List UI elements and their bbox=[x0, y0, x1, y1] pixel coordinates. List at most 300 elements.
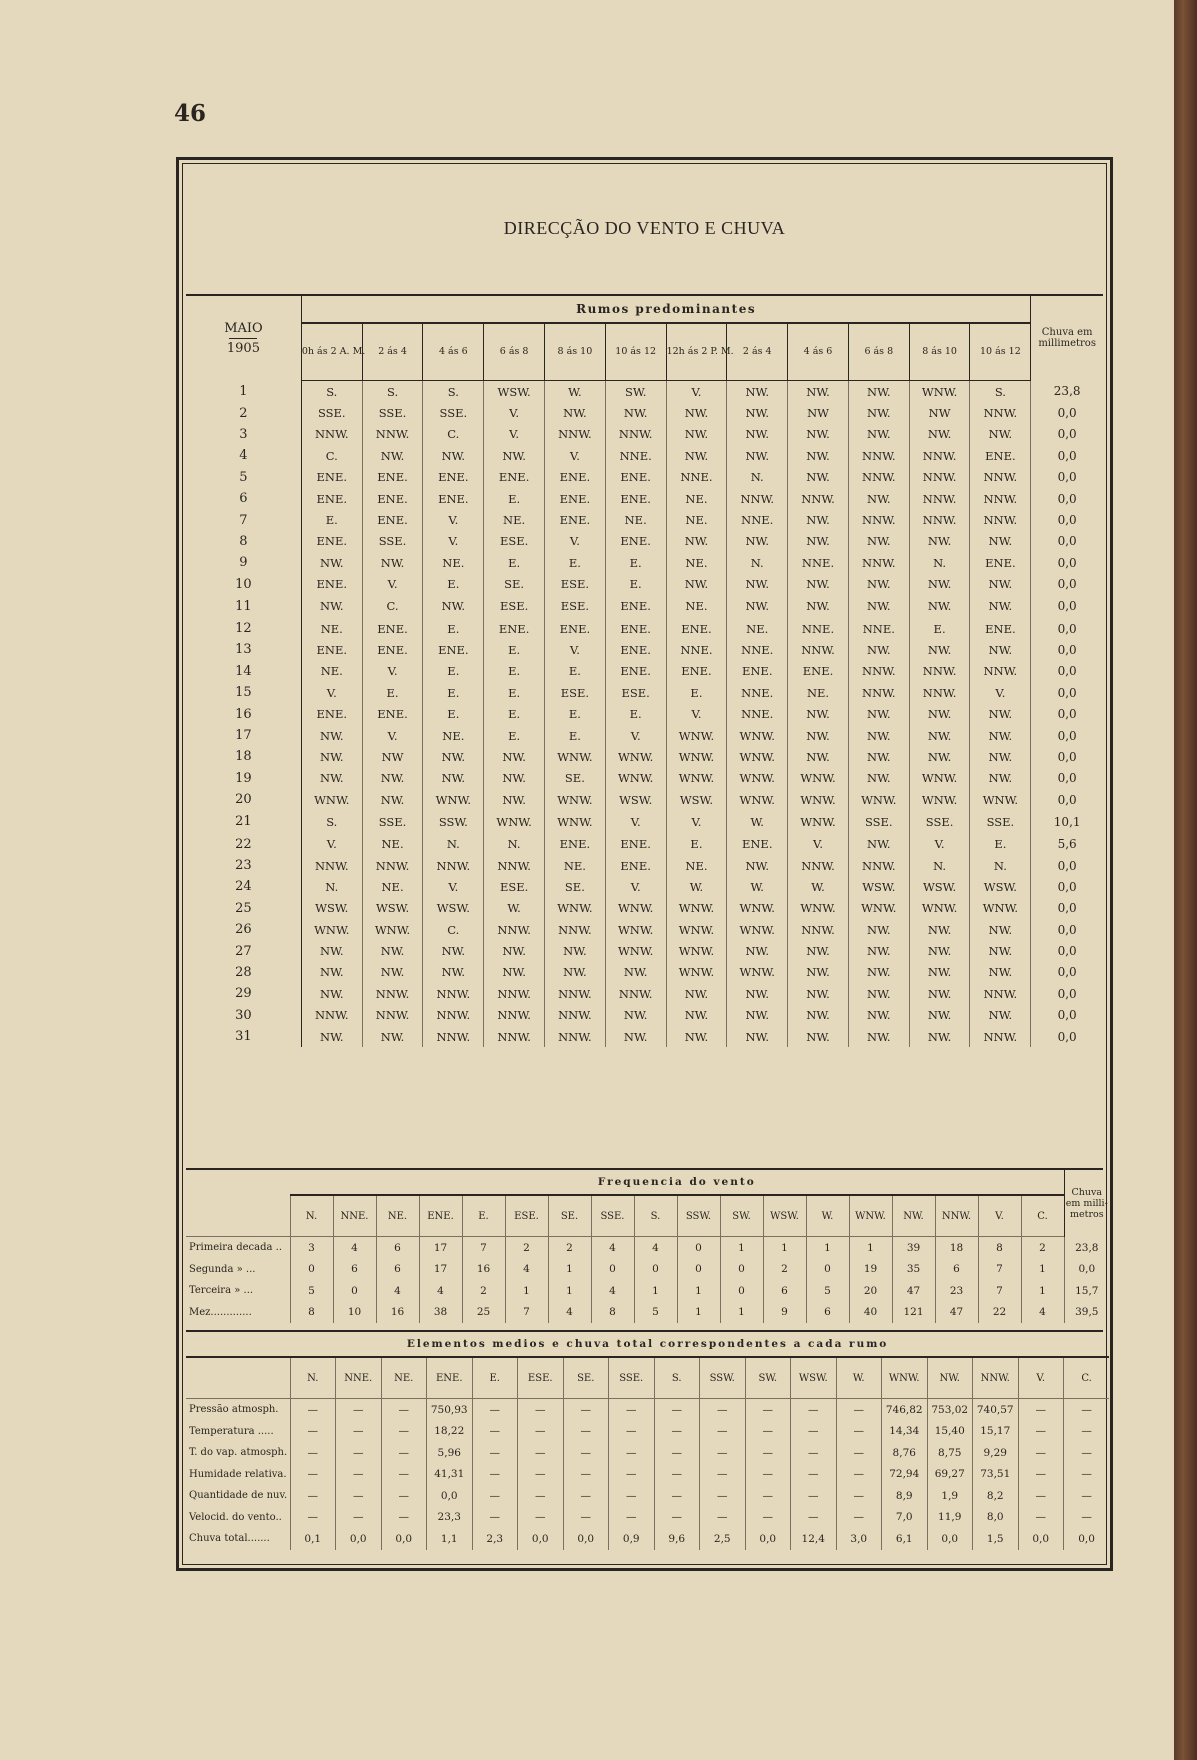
element-cell: — bbox=[1018, 1507, 1064, 1529]
freq-cell: 6 bbox=[376, 1237, 419, 1259]
elements-column-header: ESE. bbox=[518, 1357, 564, 1399]
direction-cell: NNW. bbox=[970, 488, 1031, 509]
direction-cell: NW. bbox=[727, 595, 788, 618]
direction-cell: ENE. bbox=[362, 703, 423, 724]
direction-cell: NW. bbox=[727, 1005, 788, 1026]
direction-cell: NW. bbox=[909, 940, 970, 961]
element-cell: — bbox=[1081, 1425, 1092, 1438]
direction-cell: E. bbox=[484, 552, 545, 573]
direction-cell: NE. bbox=[423, 552, 484, 573]
direction-cell: NW. bbox=[727, 424, 788, 445]
direction-cell: WNW. bbox=[909, 768, 970, 789]
element-cell: — bbox=[472, 1507, 518, 1529]
rain-cell: 0,0 bbox=[1057, 944, 1077, 959]
direction-cell: ENE. bbox=[301, 488, 362, 509]
day-cell: 10 bbox=[186, 574, 301, 595]
direction-cell: NW. bbox=[848, 381, 909, 403]
direction-cell: NNW. bbox=[484, 1026, 545, 1047]
direction-cell: ENE. bbox=[970, 618, 1031, 639]
direction-cell: WNW. bbox=[605, 768, 666, 789]
freq-cell: 7 bbox=[978, 1259, 1021, 1281]
direction-cell: NNW. bbox=[545, 919, 606, 940]
direction-cell: NNW. bbox=[362, 424, 423, 445]
day-cell: 20 bbox=[186, 789, 301, 810]
element-cell: 0,0 bbox=[1078, 1532, 1095, 1545]
freq-cell: 6 bbox=[333, 1259, 376, 1281]
month-label: MAIO bbox=[224, 320, 263, 336]
elements-column-header: W. bbox=[836, 1357, 882, 1399]
direction-cell: NW. bbox=[788, 703, 849, 724]
direction-cell: ENE. bbox=[605, 618, 666, 639]
direction-cell: NW. bbox=[666, 574, 727, 595]
period-header: 0h ás 2 A. M. bbox=[301, 323, 362, 381]
direction-cell: NW. bbox=[605, 402, 666, 423]
element-cell: 746,82 bbox=[882, 1399, 928, 1421]
table-row bbox=[186, 509, 1103, 530]
direction-cell: NW. bbox=[848, 639, 909, 660]
freq-cell: 4 bbox=[1021, 1302, 1064, 1324]
element-cell: — bbox=[609, 1485, 655, 1507]
freq-cell: 6 bbox=[806, 1302, 849, 1324]
direction-cell: NE. bbox=[362, 833, 423, 854]
direction-cell: NNE. bbox=[727, 639, 788, 660]
direction-cell: SE. bbox=[484, 574, 545, 595]
day-cell: 7 bbox=[186, 509, 301, 530]
direction-cell: E. bbox=[301, 509, 362, 530]
element-cell: — bbox=[336, 1507, 382, 1529]
direction-cell: NNW. bbox=[848, 682, 909, 703]
direction-cell: NW. bbox=[970, 768, 1031, 789]
direction-cell: NNW. bbox=[545, 983, 606, 1004]
direction-cell: SE. bbox=[545, 768, 606, 789]
direction-cell: NW. bbox=[666, 402, 727, 423]
direction-cell: NW. bbox=[545, 940, 606, 961]
rain-cell: 0,0 bbox=[1057, 664, 1077, 679]
direction-cell: V. bbox=[605, 810, 666, 833]
table-row bbox=[186, 1026, 1103, 1047]
element-cell: — bbox=[290, 1507, 336, 1529]
direction-cell: WSW. bbox=[605, 789, 666, 810]
element-cell: 0,0 bbox=[336, 1528, 382, 1550]
direction-cell: NW. bbox=[788, 574, 849, 595]
direction-cell: NW. bbox=[970, 595, 1031, 618]
day-cell: 4 bbox=[186, 445, 301, 466]
freq-cell: 2 bbox=[505, 1237, 548, 1259]
freq-cell: 2 bbox=[548, 1237, 591, 1259]
direction-cell: NW. bbox=[909, 531, 970, 552]
direction-cell: ENE. bbox=[301, 574, 362, 595]
direction-cell: WNW. bbox=[727, 768, 788, 789]
direction-cell: E. bbox=[484, 488, 545, 509]
element-cell: 23,3 bbox=[427, 1507, 473, 1529]
day-cell: 18 bbox=[186, 746, 301, 767]
elements-column-header: NNE. bbox=[336, 1357, 382, 1399]
direction-cell: NNE. bbox=[666, 639, 727, 660]
freq-cell: 2 bbox=[1021, 1237, 1064, 1259]
direction-cell: NNW. bbox=[970, 1026, 1031, 1047]
direction-cell: NNW. bbox=[848, 445, 909, 466]
direction-cell: NW. bbox=[484, 445, 545, 466]
element-cell: 0,0 bbox=[745, 1528, 791, 1550]
rain-cell: 0,0 bbox=[1057, 922, 1077, 937]
direction-cell: ESE. bbox=[545, 595, 606, 618]
element-cell: — bbox=[836, 1421, 882, 1443]
element-cell: — bbox=[1018, 1442, 1064, 1464]
freq-cell: 1 bbox=[1021, 1280, 1064, 1302]
period-header: 8 ás 10 bbox=[545, 323, 606, 381]
direction-cell: NW bbox=[788, 402, 849, 423]
day-cell: 17 bbox=[186, 725, 301, 746]
direction-cell: NW. bbox=[848, 833, 909, 854]
direction-cell: WNW. bbox=[545, 810, 606, 833]
page-number: 46 bbox=[174, 100, 207, 127]
direction-cell: V. bbox=[545, 531, 606, 552]
direction-cell: E. bbox=[545, 552, 606, 573]
period-label: Terceira » ... bbox=[186, 1280, 290, 1302]
direction-cell: ENE. bbox=[605, 639, 666, 660]
direction-cell: NW. bbox=[788, 381, 849, 403]
freq-cell: 121 bbox=[892, 1302, 935, 1324]
freq-cell: 4 bbox=[548, 1302, 591, 1324]
element-cell: 5,96 bbox=[427, 1442, 473, 1464]
direction-cell: WSW. bbox=[423, 898, 484, 919]
direction-cell: S. bbox=[423, 381, 484, 403]
direction-cell: NE. bbox=[301, 618, 362, 639]
direction-cell: NW. bbox=[362, 768, 423, 789]
freq-column-header: SSW. bbox=[677, 1195, 720, 1237]
direction-cell: NW. bbox=[848, 768, 909, 789]
period-header: 10 ás 12 bbox=[970, 323, 1031, 381]
elements-caption: Elementos medios e chuva total correspondentes a cada rumo bbox=[186, 1332, 1109, 1357]
direction-cell: NW. bbox=[301, 962, 362, 983]
table-row bbox=[186, 1005, 1103, 1026]
element-cell: 753,02 bbox=[927, 1399, 973, 1421]
day-cell: 2 bbox=[186, 402, 301, 423]
element-cell: — bbox=[700, 1399, 746, 1421]
freq-cell: 2 bbox=[462, 1280, 505, 1302]
direction-cell: NW. bbox=[423, 940, 484, 961]
day-cell: 29 bbox=[186, 983, 301, 1004]
direction-cell: E. bbox=[666, 682, 727, 703]
freq-cell: 0 bbox=[333, 1280, 376, 1302]
table-row bbox=[186, 746, 1103, 767]
freq-cell: 5 bbox=[634, 1302, 677, 1324]
direction-cell: NNE. bbox=[666, 467, 727, 488]
direction-cell: NW. bbox=[484, 789, 545, 810]
direction-cell: NE. bbox=[666, 855, 727, 876]
day-cell: 19 bbox=[186, 768, 301, 789]
direction-cell: NE. bbox=[666, 509, 727, 530]
direction-cell: NW. bbox=[301, 768, 362, 789]
element-cell: 0,0 bbox=[427, 1485, 473, 1507]
direction-cell: NW. bbox=[788, 531, 849, 552]
direction-cell: WNW. bbox=[666, 746, 727, 767]
rain-cell: 0,0 bbox=[1057, 1008, 1077, 1023]
direction-cell: NW. bbox=[666, 1005, 727, 1026]
direction-cell: NW. bbox=[909, 1026, 970, 1047]
freq-cell: 0 bbox=[677, 1259, 720, 1281]
direction-cell: WNW. bbox=[666, 919, 727, 940]
direction-cell: WSW. bbox=[848, 876, 909, 897]
direction-cell: NW. bbox=[727, 1026, 788, 1047]
element-cell: — bbox=[700, 1421, 746, 1443]
direction-cell: WSW. bbox=[362, 898, 423, 919]
direction-cell: NW. bbox=[666, 531, 727, 552]
freq-cell: 5 bbox=[806, 1280, 849, 1302]
element-cell: — bbox=[745, 1421, 791, 1443]
direction-cell: NW. bbox=[727, 381, 788, 403]
day-cell: 23 bbox=[186, 855, 301, 876]
direction-cell: NNW. bbox=[484, 855, 545, 876]
element-cell: — bbox=[563, 1442, 609, 1464]
direction-cell: N. bbox=[301, 876, 362, 897]
direction-cell: NNW. bbox=[909, 467, 970, 488]
direction-cell: ENE. bbox=[423, 467, 484, 488]
direction-cell: V. bbox=[545, 639, 606, 660]
day-cell: 24 bbox=[186, 876, 301, 897]
direction-cell: NW. bbox=[423, 962, 484, 983]
table-row bbox=[186, 402, 1103, 423]
direction-cell: WSW. bbox=[970, 876, 1031, 897]
table-row bbox=[186, 574, 1103, 595]
element-cell: 0,1 bbox=[290, 1528, 336, 1550]
rain-cell: 5,6 bbox=[1057, 837, 1077, 852]
direction-cell: NNW. bbox=[423, 1005, 484, 1026]
direction-cell: NW. bbox=[362, 445, 423, 466]
freq-cell: 1 bbox=[1021, 1259, 1064, 1281]
direction-cell: NW. bbox=[909, 424, 970, 445]
direction-cell: NW. bbox=[970, 919, 1031, 940]
elements-column-header: V. bbox=[1018, 1357, 1064, 1399]
freq-cell: 40 bbox=[849, 1302, 892, 1324]
direction-cell: ENE. bbox=[301, 531, 362, 552]
direction-cell: NNW. bbox=[788, 855, 849, 876]
freq-cell: 4 bbox=[505, 1259, 548, 1281]
direction-cell: ESE. bbox=[484, 876, 545, 897]
element-cell: — bbox=[518, 1485, 564, 1507]
direction-cell: V. bbox=[605, 725, 666, 746]
direction-cell: NNW. bbox=[848, 509, 909, 530]
direction-cell: V. bbox=[362, 661, 423, 682]
direction-cell: E. bbox=[423, 661, 484, 682]
frequency-header-row bbox=[186, 1195, 1109, 1237]
freq-cell: 16 bbox=[376, 1302, 419, 1324]
direction-cell: WNW. bbox=[909, 898, 970, 919]
direction-cell: NW. bbox=[484, 768, 545, 789]
table-row bbox=[186, 1302, 1109, 1324]
freq-cell: 47 bbox=[892, 1280, 935, 1302]
freq-cell: 1 bbox=[677, 1302, 720, 1324]
direction-cell: NNW. bbox=[301, 855, 362, 876]
direction-cell: S. bbox=[301, 381, 362, 403]
period-header: 6 ás 8 bbox=[484, 323, 545, 381]
direction-cell: V. bbox=[970, 682, 1031, 703]
direction-cell: N. bbox=[727, 552, 788, 573]
day-cell: 14 bbox=[186, 661, 301, 682]
element-cell: 1,5 bbox=[973, 1528, 1019, 1550]
page-title: DIRECÇÃO DO VENTO E CHUVA bbox=[503, 218, 786, 238]
direction-cell: V. bbox=[484, 424, 545, 445]
direction-cell: NNW. bbox=[484, 1005, 545, 1026]
table-row bbox=[186, 531, 1103, 552]
direction-cell: NW. bbox=[362, 789, 423, 810]
element-cell: — bbox=[654, 1399, 700, 1421]
direction-cell: SSE. bbox=[970, 810, 1031, 833]
direction-cell: NE. bbox=[545, 855, 606, 876]
period-header: 2 ás 4 bbox=[727, 323, 788, 381]
frequency-body bbox=[186, 1237, 1109, 1324]
element-cell: — bbox=[472, 1399, 518, 1421]
elements-column-header: C. bbox=[1064, 1357, 1110, 1399]
direction-cell: E. bbox=[423, 618, 484, 639]
direction-cell: NNW. bbox=[848, 467, 909, 488]
direction-cell: NW. bbox=[909, 595, 970, 618]
element-cell: 7,0 bbox=[882, 1507, 928, 1529]
freq-column-header: NNE. bbox=[333, 1195, 376, 1237]
table-row bbox=[186, 424, 1103, 445]
rain-cell: 0,0 bbox=[1057, 577, 1077, 592]
element-cell: — bbox=[1018, 1464, 1064, 1486]
direction-cell: V. bbox=[666, 810, 727, 833]
direction-cell: V. bbox=[362, 725, 423, 746]
direction-cell: NNW. bbox=[788, 919, 849, 940]
direction-cell: WNW. bbox=[909, 381, 970, 403]
elements-column-header: SW. bbox=[745, 1357, 791, 1399]
direction-cell: W. bbox=[666, 876, 727, 897]
day-cell: 16 bbox=[186, 703, 301, 724]
elements-column-header: N. bbox=[290, 1357, 336, 1399]
freq-cell: 8 bbox=[591, 1302, 634, 1324]
direction-cell: W. bbox=[727, 810, 788, 833]
direction-cell: V. bbox=[484, 402, 545, 423]
freq-cell: 39,5 bbox=[1075, 1306, 1099, 1319]
direction-cell: NE. bbox=[301, 661, 362, 682]
element-cell: 0,0 bbox=[927, 1528, 973, 1550]
freq-corner-cell bbox=[186, 1195, 290, 1237]
direction-cell: E. bbox=[545, 661, 606, 682]
element-cell: — bbox=[654, 1507, 700, 1529]
direction-cell: NW. bbox=[909, 703, 970, 724]
element-cell: — bbox=[472, 1421, 518, 1443]
direction-cell: E. bbox=[423, 682, 484, 703]
direction-cell: NW. bbox=[727, 983, 788, 1004]
direction-cell: NW. bbox=[788, 509, 849, 530]
direction-cell: NE. bbox=[666, 488, 727, 509]
frequency-section bbox=[186, 1168, 1108, 1323]
direction-cell: NW. bbox=[909, 1005, 970, 1026]
element-cell: 69,27 bbox=[927, 1464, 973, 1486]
freq-cell: 4 bbox=[333, 1237, 376, 1259]
table-row bbox=[186, 1280, 1109, 1302]
direction-cell: NW. bbox=[909, 746, 970, 767]
rain-cell: 0,0 bbox=[1057, 427, 1077, 442]
freq-cell: 23,8 bbox=[1075, 1241, 1099, 1254]
direction-cell: WNW. bbox=[666, 768, 727, 789]
day-cell: 12 bbox=[186, 618, 301, 639]
direction-cell: ENE. bbox=[301, 467, 362, 488]
element-cell: — bbox=[1081, 1511, 1092, 1524]
element-cell: — bbox=[836, 1399, 882, 1421]
direction-cell: WNW. bbox=[545, 789, 606, 810]
freq-cell: 19 bbox=[849, 1259, 892, 1281]
element-cell: — bbox=[563, 1507, 609, 1529]
element-cell: — bbox=[745, 1442, 791, 1464]
direction-cell: NW. bbox=[848, 424, 909, 445]
element-cell: — bbox=[700, 1464, 746, 1486]
direction-cell: NNE. bbox=[605, 445, 666, 466]
direction-cell: N. bbox=[423, 833, 484, 854]
period-header: 12h ás 2 P. M. bbox=[666, 323, 727, 381]
element-cell: 0,0 bbox=[518, 1528, 564, 1550]
direction-cell: NW. bbox=[301, 940, 362, 961]
period-header: 6 ás 8 bbox=[848, 323, 909, 381]
element-cell: — bbox=[518, 1507, 564, 1529]
element-cell: — bbox=[381, 1507, 427, 1529]
element-cell: — bbox=[563, 1464, 609, 1486]
direction-cell: NW. bbox=[970, 531, 1031, 552]
table-row bbox=[186, 855, 1103, 876]
direction-cell: W. bbox=[788, 876, 849, 897]
table-row bbox=[186, 919, 1103, 940]
element-cell: 14,34 bbox=[882, 1421, 928, 1443]
element-cell: 740,57 bbox=[973, 1399, 1019, 1421]
direction-cell: NW. bbox=[727, 531, 788, 552]
direction-cell: ENE. bbox=[301, 703, 362, 724]
freq-cell: 4 bbox=[419, 1280, 462, 1302]
element-cell: — bbox=[836, 1485, 882, 1507]
element-cell: 72,94 bbox=[882, 1464, 928, 1486]
freq-cell: 5 bbox=[290, 1280, 333, 1302]
element-cell: 750,93 bbox=[427, 1399, 473, 1421]
rain-cell: 0,0 bbox=[1057, 771, 1077, 786]
day-cell: 22 bbox=[186, 833, 301, 854]
direction-cell: V. bbox=[423, 531, 484, 552]
direction-cell: S. bbox=[970, 381, 1031, 403]
direction-cell: V. bbox=[666, 703, 727, 724]
element-cell: 0,9 bbox=[609, 1528, 655, 1550]
rain-cell: 0,0 bbox=[1057, 986, 1077, 1001]
direction-cell: NW. bbox=[848, 402, 909, 423]
table-row bbox=[186, 725, 1103, 746]
freq-cell: 20 bbox=[849, 1280, 892, 1302]
freq-cell: 6 bbox=[935, 1259, 978, 1281]
freq-cell: 0 bbox=[720, 1259, 763, 1281]
direction-cell: NW. bbox=[788, 595, 849, 618]
element-label: Temperatura ..... bbox=[186, 1421, 290, 1443]
direction-cell: ENE. bbox=[301, 639, 362, 660]
element-cell: — bbox=[381, 1399, 427, 1421]
element-cell: — bbox=[336, 1464, 382, 1486]
freq-cell: 4 bbox=[634, 1237, 677, 1259]
element-cell: 8,76 bbox=[882, 1442, 928, 1464]
element-cell: — bbox=[1081, 1489, 1092, 1502]
freq-cell: 17 bbox=[419, 1259, 462, 1281]
element-cell: 0,0 bbox=[381, 1528, 427, 1550]
element-cell: — bbox=[654, 1464, 700, 1486]
direction-cell: W. bbox=[727, 876, 788, 897]
direction-cell: WNW. bbox=[788, 810, 849, 833]
direction-cell: NW bbox=[362, 746, 423, 767]
freq-column-header: ENE. bbox=[419, 1195, 462, 1237]
element-cell: — bbox=[472, 1485, 518, 1507]
direction-cell: NNW. bbox=[909, 661, 970, 682]
rain-cell: 0,0 bbox=[1057, 448, 1077, 463]
direction-cell: NW. bbox=[788, 983, 849, 1004]
element-cell: — bbox=[290, 1421, 336, 1443]
element-label: Velocid. do vento.. bbox=[186, 1507, 290, 1529]
elements-column-header: SSE. bbox=[609, 1357, 655, 1399]
freq-cell: 39 bbox=[892, 1237, 935, 1259]
